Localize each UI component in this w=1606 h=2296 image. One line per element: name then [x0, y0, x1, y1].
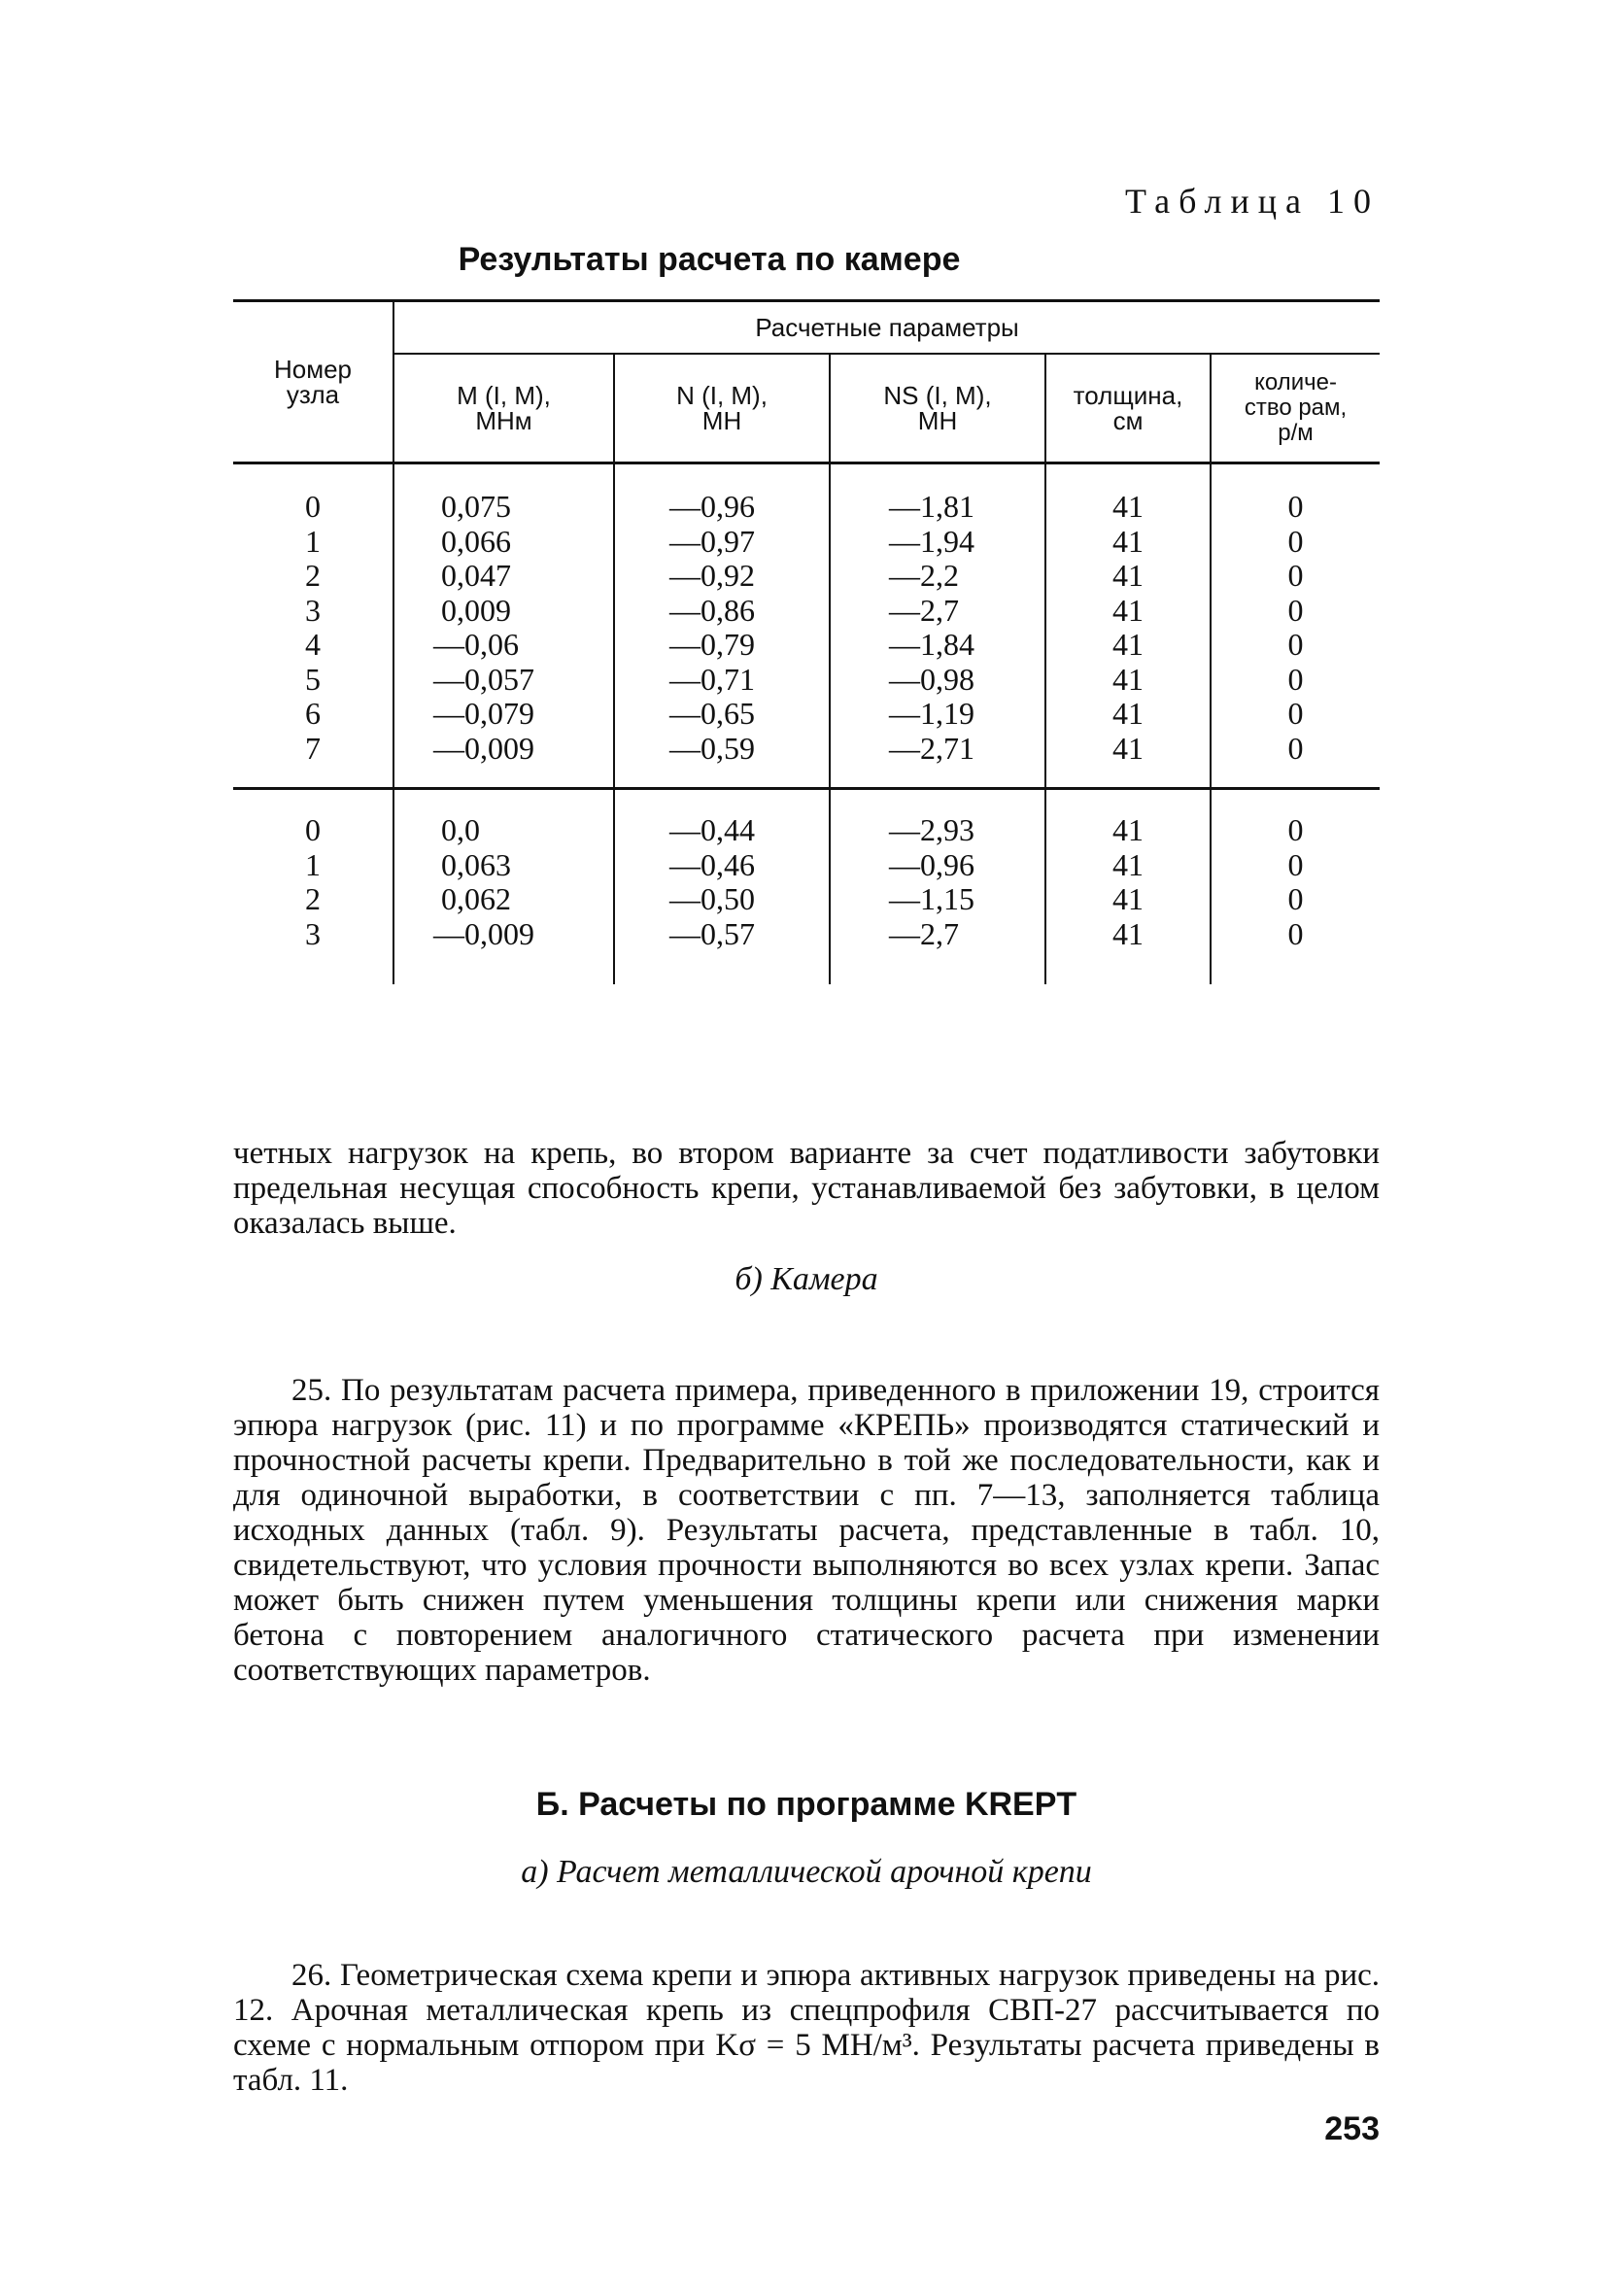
page-number: 253 — [1324, 2110, 1380, 2147]
results-table — [233, 299, 1380, 984]
paragraph-26: 26. Геометрическая схема крепи и эпюра активных нагрузок приведены на рис. 12. Арочная металлическая крепь из спецпрофиля СВП-27 рассчитывается по схеме с нормальным отпором при Kσ = 5 МН/м³. Результаты расчета приведены в табл. 11. — [233, 1958, 1380, 2098]
thickness-values: 41 41 41 41 — [1045, 789, 1211, 985]
normal-force-header: N (I, M), МН — [614, 354, 830, 463]
moment-header: M (I, M), МНм — [393, 354, 614, 463]
normal-force-values: —0,96 —0,97 —0,92 —0,86 —0,79 —0,71 —0,65 —0,59 — [614, 463, 830, 789]
subheading-camera: б) Камера — [735, 1261, 878, 1297]
frame-count-values: 0 0 0 0 0 0 0 0 — [1211, 463, 1380, 789]
calc-parameters-header: Расчетные параметры — [393, 301, 1380, 355]
ns-header: NS (I, M), МН — [830, 354, 1045, 463]
table-block — [233, 789, 1380, 985]
subheading-arch-support: а) Расчет металлической арочной крепи — [521, 1854, 1092, 1890]
node-numbers: 0 1 2 3 — [305, 812, 321, 951]
thickness-values: 41 41 41 41 41 41 41 41 — [1045, 463, 1211, 789]
paragraph-25: 25. По результатам расчета примера, приведенного в приложении 19, строится эпюра нагрузок (рис. 11) и по программе «КРЕПЬ» производятся статический и прочностной расчеты крепи. Предварительно в той же последовательности, как и для одиночной выработки, в соответствии с пп. 7—13, заполняется таблица исходных данных (табл. 9). Результаты расчета, представленные в табл. 10, свидетельствуют, что условия прочности выполняются во всех узлах крепи. Запас может быть снижен путем уменьшения толщины крепи или снижения марки бетона с повторением аналогичного статического расчета при изменении соответствующих параметров. — [233, 1373, 1380, 1688]
table-label: Таблица 10 — [1125, 182, 1380, 221]
moment-values: 0,075 0,066 0,047 0,009 —0,06 —0,057 —0,079 —0,009 — [393, 463, 614, 789]
node-number-header: Номер узла — [233, 301, 393, 463]
section-heading: Б. Расчеты по программе KREPT — [535, 1786, 1077, 1823]
moment-values: 0,0 0,063 0,062 —0,009 — [393, 789, 614, 985]
table-block — [233, 463, 1380, 789]
thickness-header: толщина, см — [1045, 354, 1211, 463]
ns-values: —1,81 —1,94 —2,2 —2,7 —1,84 —0,98 —1,19 —2,71 — [830, 463, 1045, 789]
node-numbers: 0 1 2 3 4 5 6 7 — [233, 463, 393, 789]
frame-count-values: 0 0 0 0 — [1211, 789, 1380, 985]
normal-force-values: —0,44 —0,46 —0,50 —0,57 — [614, 789, 830, 985]
table-title: Результаты расчета по камере — [458, 241, 961, 278]
ns-values: —2,93 —0,96 —1,15 —2,7 — [830, 789, 1045, 985]
continuation-paragraph: четных нагрузок на крепь, во втором варианте за счет податливости забутовки предельная несущая способность крепи, устанавливаемой без забутовки, в целом оказалась выше. — [233, 1136, 1380, 1241]
frame-count-header: количе- ство рам, р/м — [1211, 354, 1380, 463]
